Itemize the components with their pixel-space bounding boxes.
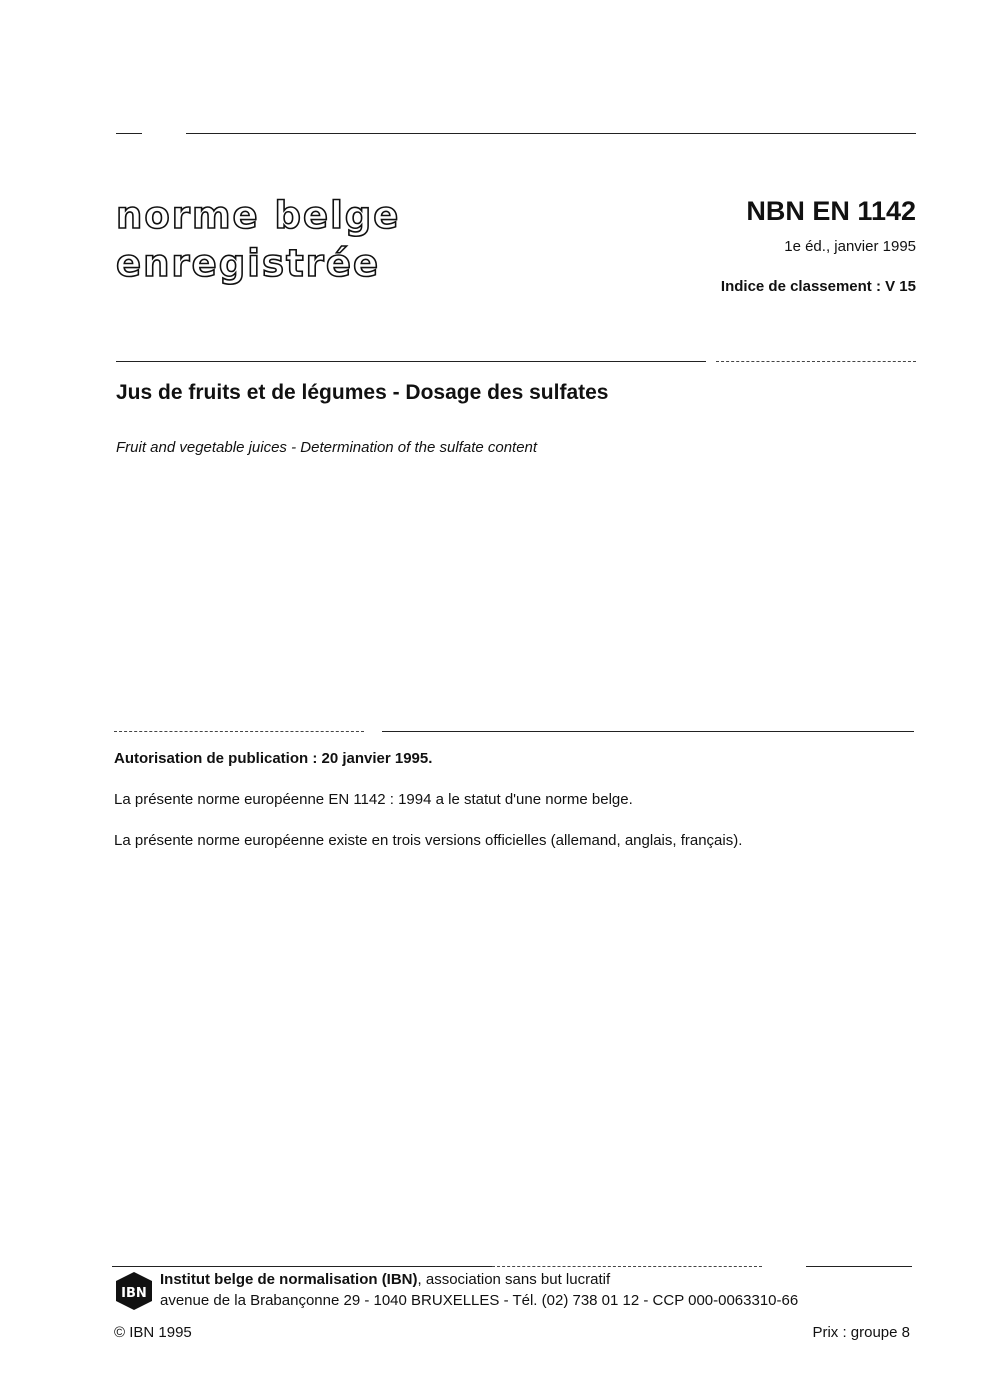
edition-date: 1e éd., janvier 1995: [784, 238, 916, 255]
institute-name-bold: Institut belge de normalisation (IBN): [160, 1271, 418, 1288]
standard-code: NBN EN 1142: [746, 196, 916, 226]
institute-address: avenue de la Brabançonne 29 - 1040 BRUXELLES - Tél. (02) 738 01 12 - CCP 000-0063310-66: [160, 1292, 799, 1309]
title-rule: [116, 361, 706, 362]
ibn-logo: [114, 1271, 154, 1311]
document-title-en: Fruit and vegetable juices - Determination of the sulfate content: [116, 439, 538, 456]
norme-title-line1: norme belge: [116, 194, 401, 237]
versions-paragraph: La présente norme européenne existe en trois versions officielles (allemand, anglais, français).: [114, 832, 743, 849]
norme-title-line2: enregistrée: [116, 242, 381, 285]
footer-rule-dashed: [492, 1266, 762, 1267]
publication-authorization: Autorisation de publication : 20 janvier 1995.: [114, 750, 433, 767]
copyright: © IBN 1995: [114, 1324, 192, 1341]
status-paragraph: La présente norme européenne EN 1142 : 1994 a le statut d'une norme belge.: [114, 791, 633, 808]
classification-index: Indice de classement : V 15: [720, 278, 916, 295]
top-rule-short: [116, 133, 142, 134]
body-rule-dashed: [114, 731, 364, 732]
footer-rule-right: [806, 1266, 912, 1267]
footer-rule: [112, 1266, 492, 1267]
document-title-fr: Jus de fruits et de légumes - Dosage des sulfates: [116, 381, 609, 404]
logo-letters: IBN: [121, 1286, 147, 1301]
body-rule: [382, 731, 914, 732]
title-rule-dashed: [716, 361, 916, 362]
top-rule: [186, 133, 916, 134]
institute-name: [160, 1271, 610, 1288]
institute-description: , association sans but lucratif: [417, 1271, 611, 1288]
price-group: Prix : groupe 8: [812, 1324, 910, 1341]
